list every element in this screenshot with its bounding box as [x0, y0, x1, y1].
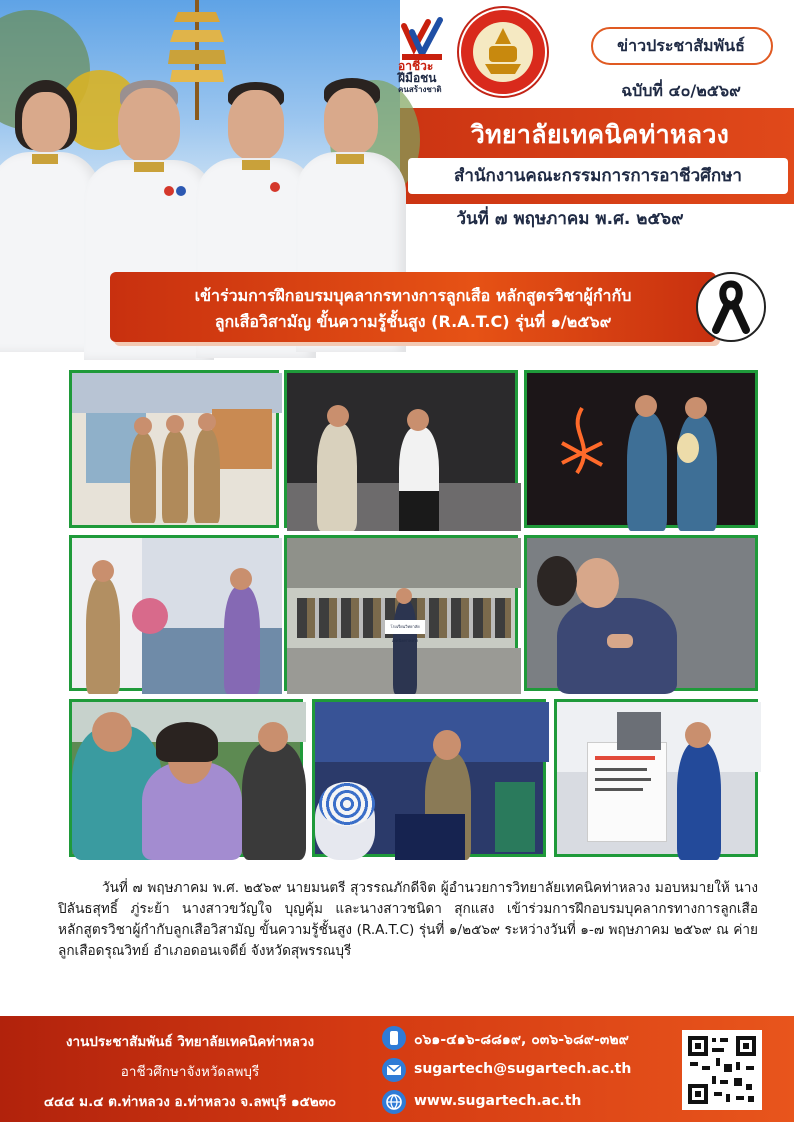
header: [0, 0, 794, 260]
qr-code[interactable]: [682, 1030, 762, 1110]
photo-5-group-lineup: [284, 535, 518, 691]
news-body-text: วันที่ ๗ พฤษภาคม พ.ศ. ๒๕๖๙ นายมนตรี สุวรรณภักดีจิต ผู้อำนวยการวิทยาลัยเทคนิคท่าหลวง มอบหมายให้ นางปิลันธสุทธิ์ ภู่ระย้า นางสาวขวัญใจ บุญคุ้ม และนางสาวชนิดา สุกแสง เข้าร่วมการฝึกอบรมบุคลากรทางการลูกเสือ หลักสูตรวิชาผู้กำกับลูกเสือวิสามัญ ขั้นความรู้ชั้นสูง (R.A.T.C) รุ่นที่ ๑/๒๕๖๙ ระหว่างวันที่ ๑-๗ พฤษภาคม ๒๕๖๙ ณ ค่ายลูกเสือดรุณวิทย์ อำเภอดอนเจดีย์ จังหวัดสุพรรณบุรี: [58, 880, 758, 959]
footer-email-link[interactable]: sugartech@sugartech.ac.th: [414, 1061, 632, 1077]
globe-icon: [382, 1090, 406, 1114]
title-line-1: เข้าร่วมการฝึกอบรมบุคลากรทางการลูกเสือ หลักสูตรวิชาผู้กำกับ: [194, 286, 632, 305]
office-name: สำนักงานคณะกรรมการการอาชีวศึกษา: [408, 158, 788, 194]
photo-2-stage-speech: [284, 370, 518, 528]
photo-6-crafting: [524, 535, 758, 691]
issue-label: ฉบับที่ ๔๐/๒๕๖๙: [621, 81, 741, 100]
college-name: วิทยาลัยเทคนิคท่าหลวง: [470, 120, 730, 149]
title-line-2: ลูกเสือวิสามัญ ขั้นความรู้ชั้นสูง (R.A.T.C) รุ่นที่ ๑/๒๕๖๙: [214, 312, 612, 331]
phone-icon: [382, 1026, 406, 1050]
photo-8-podium-speech: [312, 699, 546, 857]
vote-logo-text: อาชีวะ ฝีมือชน คนสร้างชาติ: [398, 59, 442, 94]
photo-3-campfire-night: [524, 370, 758, 528]
photo-9-flipchart: [554, 699, 758, 857]
footer-org-line-2: อาชีวศึกษาจังหวัดลพบุรี: [120, 1064, 260, 1080]
photo-1-award-ceremony: [69, 370, 279, 528]
footer: [0, 1016, 794, 1122]
footer-phone: ๐๖๑-๔๑๖-๘๘๑๙, ๐๓๖-๖๘๙-๓๒๙: [414, 1032, 629, 1048]
black-ribbon-icon: [696, 272, 766, 342]
title-banner: [110, 272, 716, 342]
footer-org-line-1: งานประชาสัมพันธ์ วิทยาลัยเทคนิคท่าหลวง: [65, 1034, 315, 1050]
footer-website-link[interactable]: www.sugartech.ac.th: [414, 1093, 582, 1109]
mail-icon: [382, 1058, 406, 1082]
group-sign: โรงเรียนวิทยาลัยเทคนิคท่าหลวง: [385, 620, 425, 634]
pr-label: ข่าวประชาสัมพันธ์: [617, 36, 745, 55]
date-line: วันที่ ๗ พฤษภาคม พ.ศ. ๒๕๖๙: [456, 209, 684, 229]
footer-address: ๔๔๔ ม.๔ ต.ท่าหลวง อ.ท่าหลวง จ.ลพบุรี ๑๕๒๓๐: [43, 1094, 337, 1110]
photo-4-classroom-speech: [69, 535, 279, 691]
college-seal-logo: [457, 6, 549, 98]
photo-7-audience: [69, 699, 303, 857]
